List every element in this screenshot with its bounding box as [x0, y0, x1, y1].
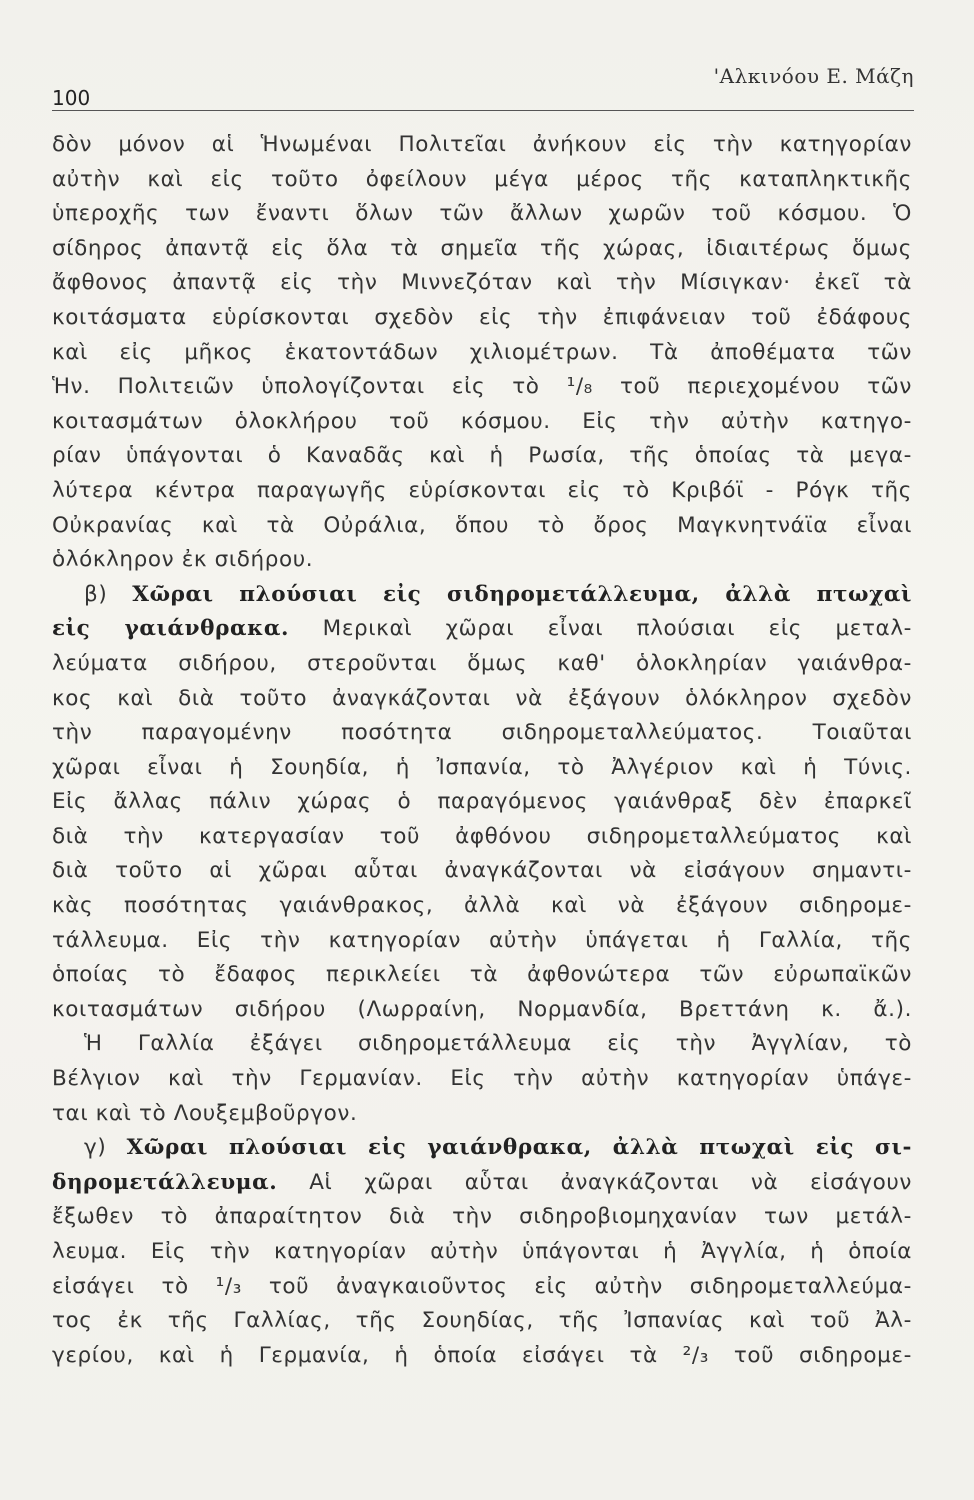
section-marker: β) — [84, 581, 133, 607]
text-line — [52, 612, 912, 647]
text-line: λευμα. Εἰς τὴν κατηγορίαν αὐτὴν ὑπάγονται ἡ Ἀγγλία, ἡ ὁποία — [52, 1239, 912, 1264]
text-line: τὴν παραγομένην ποσότητα σιδηρομεταλλεύματος. Τοιαῦται — [52, 720, 912, 746]
text-line: κοιτάσματα εὑρίσκονται σχεδὸν εἰς τὴν ἐπιφάνειαν τοῦ ἐδάφους — [52, 304, 912, 330]
text-line: Ἡν. Πολιτειῶν ὑπολογίζονται εἰς τὸ ¹/₈ τοῦ περιεχομένου τῶν — [52, 374, 912, 400]
section-heading: Χῶραι πλούσιαι εἰς γαιάνθρακα, ἀλλὰ πτωχαὶ εἰς σι- — [126, 1135, 912, 1161]
text-line: ὑπεροχῆς των ἔναντι ὅλων τῶν ἄλλων χωρῶν τοῦ κόσμου. Ὁ — [52, 201, 912, 227]
text-line: Ἡ Γαλλία ἐξάγει σιδηρομετάλλευμα εἰς τὴν Ἀγγλίαν, τὸ — [84, 1031, 912, 1057]
body-text — [52, 128, 912, 1373]
text-run: Μερικαὶ χῶραι εἶναι πλούσιαι εἰς μεταλ- — [289, 616, 913, 642]
text-line: ρίαν ὑπάγονται ὁ Καναδᾶς καὶ ἡ Ρωσία, τῆς ὁποίας τὰ μεγα- — [52, 443, 912, 469]
section-heading: Χῶραι πλούσιαι εἰς σιδηρομετάλλευμα, ἀλλὰ πτωχαὶ — [132, 581, 912, 607]
text-line: σίδηρος ἀπαντᾷ εἰς ὅλα τὰ σημεῖα τῆς χώρας, ἰδιαιτέρως ὅμως — [52, 235, 912, 261]
text-line: χῶραι εἶναι ἡ Σουηδία, ἡ Ἰσπανία, τὸ Ἀλγέριον καὶ ἡ Τύνις. — [52, 754, 912, 780]
text-line: Οὐκρανίας καὶ τὰ Οὐράλια, ὅπου τὸ ὄρος Μαγκνητνάϊα εἶναι — [52, 512, 912, 538]
text-line: κὰς ποσότητας γαιάνθρακος, ἀλλὰ καὶ νὰ ἐξάγουν σιδηρομε- — [52, 893, 912, 919]
section-heading-line — [52, 578, 912, 613]
section-heading: δηρομετάλλευμα. — [52, 1169, 278, 1195]
text-line: τάλλευμα. Εἰς τὴν κατηγορίαν αὐτὴν ὑπάγεται ἡ Γαλλία, τῆς — [52, 927, 912, 953]
text-line: ὁποίας τὸ ἔδαφος περικλείει τὰ ἀφθονώτερα τῶν εὐρωπαϊκῶν — [52, 962, 912, 988]
text-line: καὶ εἰς μῆκος ἑκατοντάδων χιλιομέτρων. Τὰ ἀποθέματα τῶν — [52, 339, 912, 365]
text-line: διὰ τὴν κατεργασίαν τοῦ ἀφθόνου σιδηρομεταλλεύματος καὶ — [52, 823, 912, 849]
text-line: ται καὶ τὸ Λουξεμβοῦργον. — [52, 1100, 358, 1126]
text-line — [52, 1166, 912, 1201]
section-marker: γ) — [84, 1135, 127, 1161]
text-line: αὐτὴν καὶ εἰς τοῦτο ὀφείλουν μέγα μέρος τῆς καταπληκτικῆς — [52, 166, 912, 192]
text-line: ἔξωθεν τὸ ἀπαραίτητον διὰ τὴν σιδηροβιομηχανίαν των μετάλ- — [52, 1204, 912, 1230]
text-line: ἄφθονος ἀπαντᾷ εἰς τὴν Μιννεζόταν καὶ τὴν Μίσιγκαν· ἐκεῖ τὰ — [52, 270, 912, 296]
section-heading-line — [52, 1131, 912, 1166]
text-line: γερίου, καὶ ἡ Γερμανία, ἡ ὁποία εἰσάγει τὰ ²/₃ τοῦ σιδηρομε- — [52, 1342, 912, 1368]
page-header — [52, 60, 914, 112]
text-line: λύτερα κέντρα παραγωγῆς εὑρίσκονται εἰς τὸ Κριβόϊ - Ρόγκ τῆς — [52, 477, 912, 503]
text-line: κος καὶ διὰ τοῦτο ἀναγκάζονται νὰ ἐξάγουν ὁλόκληρον σχεδὸν — [52, 685, 912, 711]
page-number: 100 — [52, 86, 91, 110]
text-line: λεύματα σιδήρου, στεροῦνται ὅμως καθ' ὁλοκληρίαν γαιάνθρα- — [52, 650, 912, 676]
text-line: κοιτασμάτων σιδήρου (Λωρραίνη, Νορμανδία, Βρεττάνη κ. ἄ.). — [52, 996, 912, 1022]
text-line: διὰ τοῦτο αἱ χῶραι αὗται ἀναγκάζονται νὰ εἰσάγουν σημαντι- — [52, 858, 912, 884]
text-run: Αἱ χῶραι αὗται ἀναγκάζονται νὰ εἰσάγουν — [277, 1169, 912, 1195]
text-line: δὸν μόνον αἱ Ἡνωμέναι Πολιτεῖαι ἀνήκουν εἰς τὴν κατηγορίαν — [52, 132, 912, 157]
header-rule — [52, 110, 914, 111]
text-line: εἰσάγει τὸ ¹/₃ τοῦ ἀναγκαιοῦντος εἰς αὐτὴν σιδηρομεταλλεύμα- — [52, 1273, 912, 1299]
text-line: τος ἐκ τῆς Γαλλίας, τῆς Σουηδίας, τῆς Ἰσπανίας καὶ τοῦ Ἀλ- — [52, 1308, 912, 1334]
text-line: Εἰς ἄλλας πάλιν χώρας ὁ παραγόμενος γαιάνθραξ δὲν ἐπαρκεῖ — [52, 789, 912, 815]
text-line: Βέλγιον καὶ τὴν Γερμανίαν. Εἰς τὴν αὐτὴν κατηγορίαν ὑπάγε- — [52, 1066, 912, 1092]
section-heading: εἰς γαιάνθρακα. — [52, 616, 290, 642]
text-line: ὁλόκληρον ἐκ σιδήρου. — [52, 547, 314, 573]
running-head-author: 'Αλκινόου Ε. Μάζη — [713, 64, 914, 88]
text-line: κοιτασμάτων ὁλοκλήρου τοῦ κόσμου. Εἰς τὴν αὐτὴν κατηγο- — [52, 408, 912, 434]
